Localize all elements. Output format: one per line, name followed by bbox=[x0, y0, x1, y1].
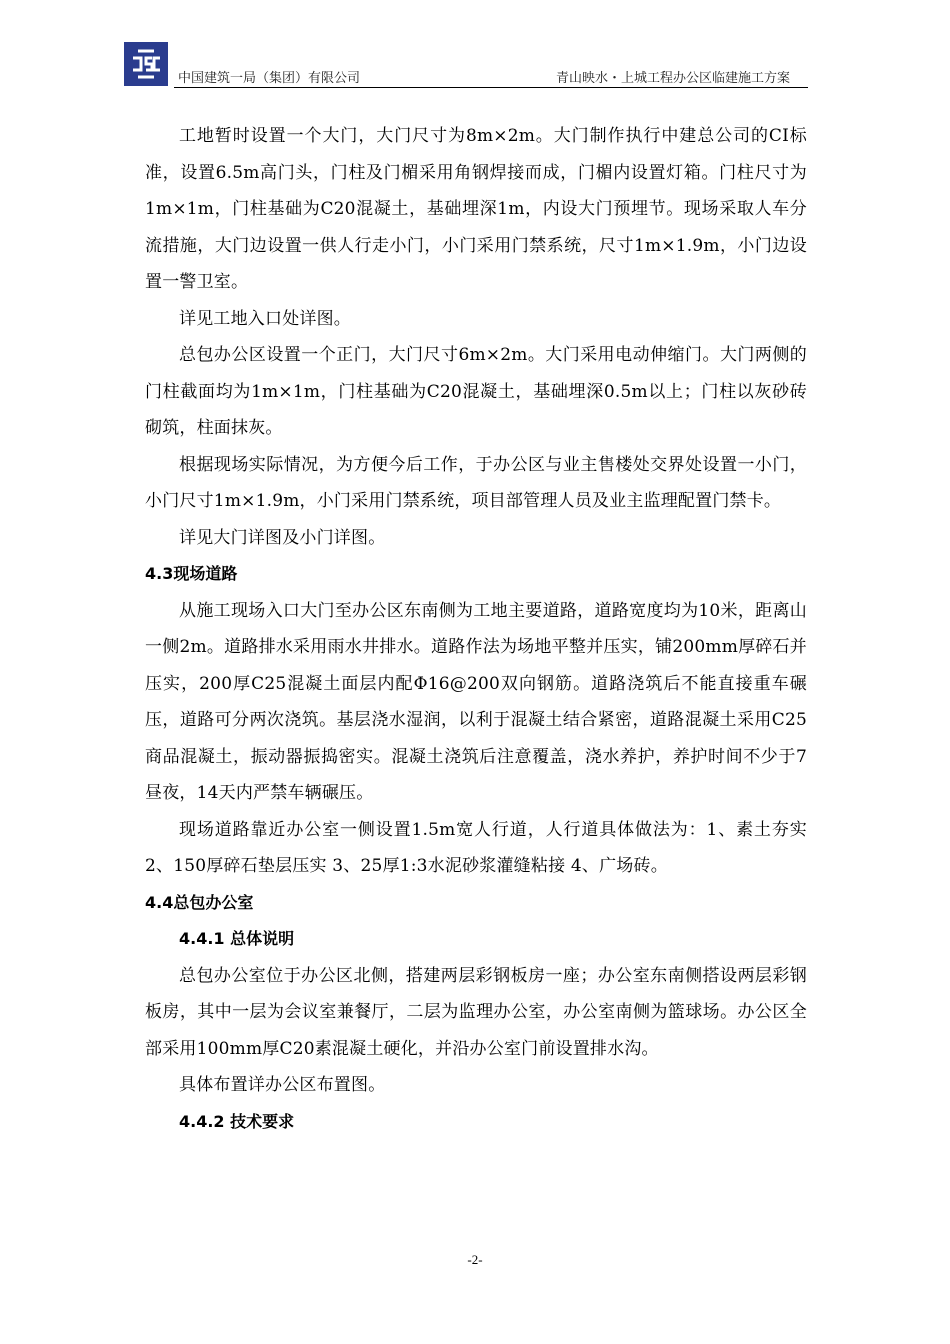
section-heading: 4.3现场道路 bbox=[145, 564, 238, 583]
document-body bbox=[145, 118, 807, 1140]
company-logo-icon bbox=[124, 42, 168, 86]
paragraph: 现场道路靠近办公室一侧设置1.5m宽人行道，人行道具体做法为：1、素土夯实 2、150厚碎石垫层压实 3、25厚1:3水泥砂浆灌缝粘接 4、广场砖。 bbox=[145, 819, 807, 876]
paragraph: 工地暂时设置一个大门，大门尺寸为8m×2m。大门制作执行中建总公司的CI标准，设置6.5m高门头，门柱及门楣采用角钢焊接而成，门楣内设置灯箱。门柱尺寸为1m×1m，门柱基础为C20混凝土，基础埋深1m，内设大门预埋节。现场采取人车分流措施，大门边设置一供人行走小门，小门采用门禁系统，尺寸1m×1.9m，小门边设置一警卫室。 bbox=[145, 126, 807, 292]
paragraph: 详见大门详图及小门详图。 bbox=[179, 527, 386, 548]
page-number: -2- bbox=[467, 1252, 483, 1267]
subsection-heading: 4.4.2 技术要求 bbox=[179, 1111, 295, 1131]
header-divider bbox=[174, 87, 808, 88]
page-header bbox=[124, 42, 808, 88]
project-title: 青山映水・上城工程办公区临建施工方案 bbox=[555, 71, 790, 86]
paragraph: 从施工现场入口大门至办公区东南侧为工地主要道路，道路宽度均为10米，距离山一侧2m。道路排水采用雨水井排水。道路作法为场地平整并压实，铺200mm厚碎石并压实，200厚C25混凝土面层内配Φ16@200双向钢筋。道路浇筑后不能直接重车碾压，道路可分两次浇筑。基层浇水湿润，以利于混凝土结合紧密，道路混凝土采用C25商品混凝土，振动器振捣密实。混凝土浇筑后注意覆盖，浇水养护，养护时间不少于7昼夜，14天内严禁车辆碾压。 bbox=[145, 600, 807, 803]
section-heading: 4.4总包办公室 bbox=[145, 892, 254, 912]
paragraph: 总包办公室位于办公区北侧，搭建两层彩钢板房一座；办公室东南侧搭设两层彩钢板房，其中一层为会议室兼餐厅，二层为监理办公室，办公室南侧为篮球场。办公区全部采用100mm厚C20素混凝土硬化，并沿办公室门前设置排水沟。 bbox=[145, 965, 807, 1059]
paragraph: 具体布置详办公区布置图。 bbox=[179, 1075, 386, 1095]
paragraph: 根据现场实际情况，为方便今后工作，于办公区与业主售楼处交界处设置一小门，小门尺寸1m×1.9m，小门采用门禁系统，项目部管理人员及业主监理配置门禁卡。 bbox=[145, 454, 807, 511]
company-name: 中国建筑一局（集团）有限公司 bbox=[178, 71, 361, 86]
subsection-heading: 4.4.1 总体说明 bbox=[179, 929, 295, 948]
paragraph: 详见工地入口处详图。 bbox=[179, 308, 351, 329]
paragraph: 总包办公区设置一个正门，大门尺寸6m×2m。大门采用电动伸缩门。大门两侧的门柱截面均为1m×1m，门柱基础为C20混凝土，基础埋深0.5m以上；门柱以灰砂砖砌筑，柱面抹灰。 bbox=[145, 345, 807, 438]
